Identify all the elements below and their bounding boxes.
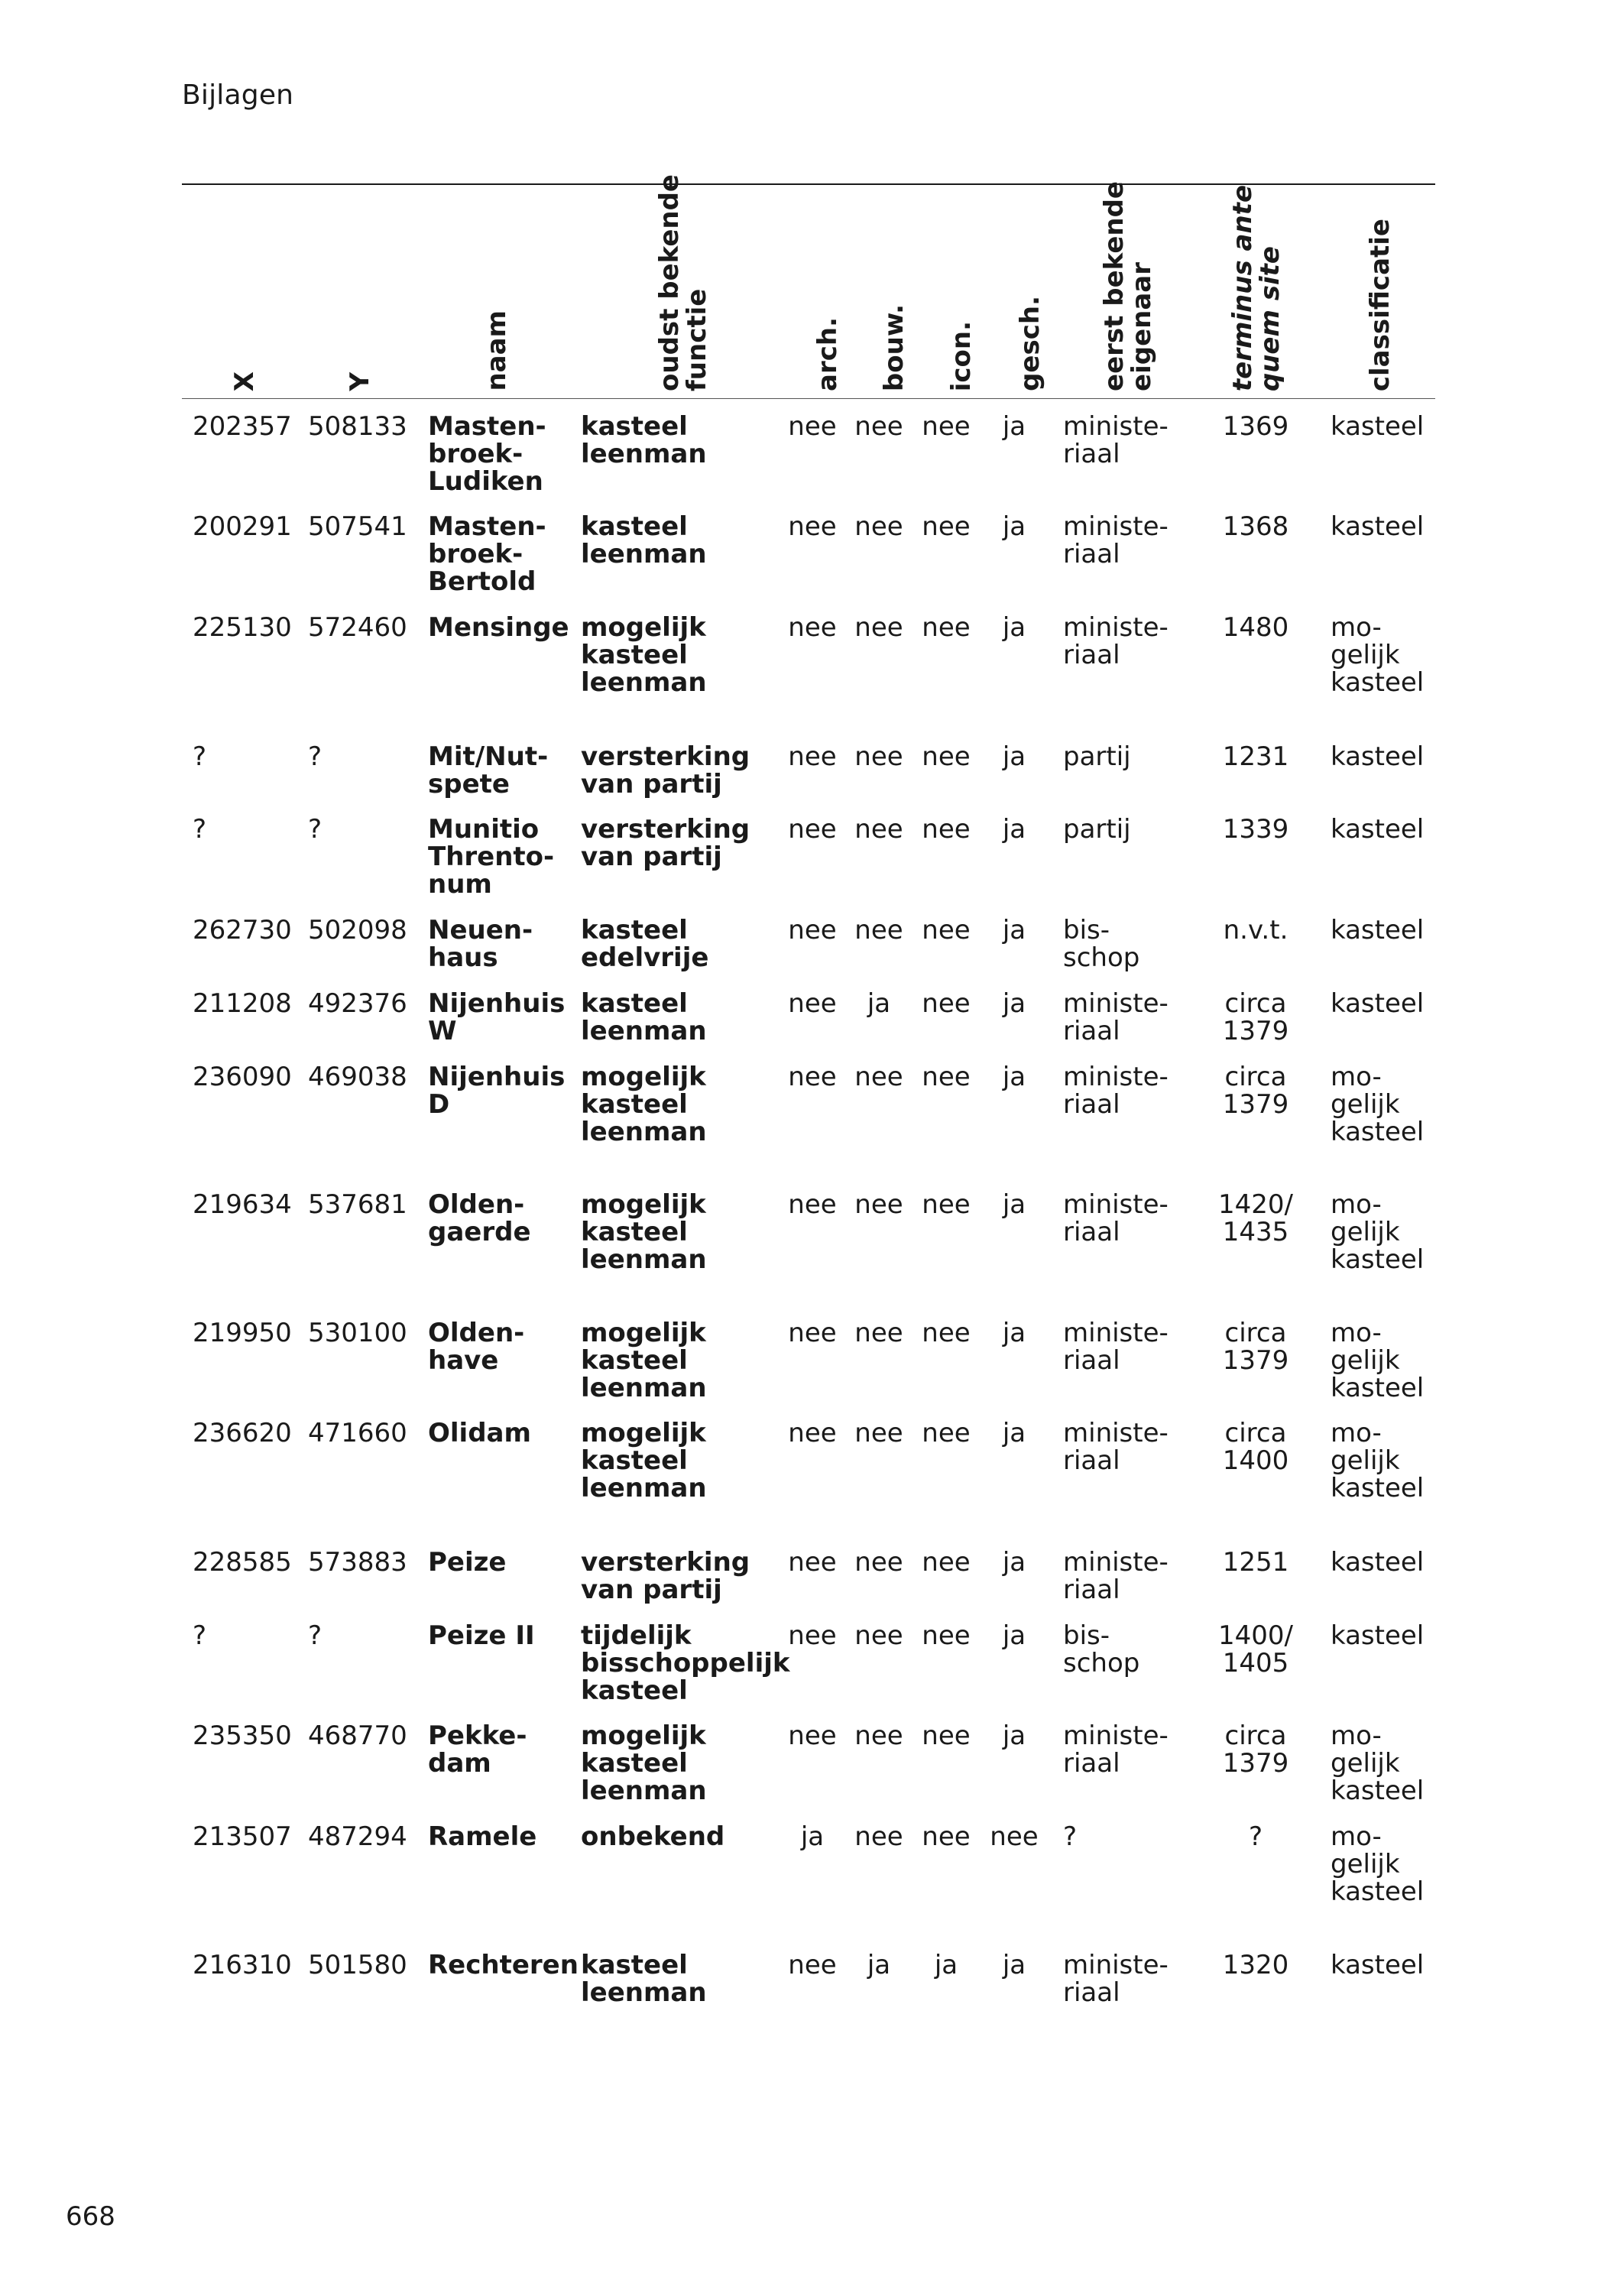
col-header-terminus: terminus ante quem site [1227, 184, 1285, 391]
col-header-functie: oudst bekende functie [654, 174, 712, 391]
cell-x: 228585 [193, 1547, 292, 1578]
cell-functie: mogelijk kasteel leenman [581, 1318, 707, 1403]
cell-functie: kasteel leenman [581, 511, 707, 569]
cell-terminus: circa 1379 [1222, 988, 1289, 1046]
cell-terminus: 1251 [1222, 1547, 1289, 1578]
cell-classificatie: kasteel [1331, 1620, 1425, 1651]
cell-bouw: nee [854, 1821, 903, 1852]
cell-arch: nee [788, 511, 837, 542]
cell-eigenaar: ministe- riaal [1063, 612, 1169, 670]
table-row [182, 816, 1435, 907]
cell-gesch: nee [990, 1821, 1039, 1852]
cell-terminus: circa 1400 [1222, 1418, 1289, 1476]
cell-naam: Neuen- haus [428, 915, 533, 973]
cell-y: 487294 [308, 1821, 407, 1852]
cell-arch: nee [788, 612, 837, 643]
cell-terminus: circa 1379 [1222, 1062, 1289, 1120]
cell-terminus: n.v.t. [1223, 915, 1289, 945]
cell-classificatie: mo- gelijk kasteel [1331, 612, 1425, 698]
cell-naam: Nijenhuis W [428, 988, 566, 1046]
cell-classificatie: mo- gelijk kasteel [1331, 1062, 1425, 1147]
cell-x: 262730 [193, 915, 292, 945]
cell-bouw: nee [854, 511, 903, 542]
cell-bouw: nee [854, 814, 903, 845]
cell-arch: nee [788, 1950, 837, 1980]
cell-x: 236620 [193, 1418, 292, 1448]
cell-gesch: ja [1002, 1547, 1026, 1578]
cell-gesch: ja [1002, 1318, 1026, 1348]
cell-arch: nee [788, 1318, 837, 1348]
cell-classificatie: kasteel [1331, 411, 1425, 442]
cell-x: 235350 [193, 1721, 292, 1751]
cell-y: 573883 [308, 1547, 407, 1578]
cell-naam: Mit/Nut- spete [428, 741, 549, 799]
cell-naam: Olidam [428, 1418, 531, 1448]
cell-y: 508133 [308, 411, 407, 442]
col-header-x: X [229, 371, 260, 391]
cell-gesch: ja [1002, 1620, 1026, 1651]
cell-terminus: 1480 [1222, 612, 1289, 643]
cell-naam: Pekke- dam [428, 1721, 527, 1779]
cell-eigenaar: ministe- riaal [1063, 511, 1169, 569]
cell-y: 502098 [308, 915, 407, 945]
cell-icon: nee [922, 741, 971, 772]
cell-icon: nee [922, 988, 971, 1019]
cell-bouw: nee [854, 1721, 903, 1751]
cell-icon: nee [922, 915, 971, 945]
cell-eigenaar: ministe- riaal [1063, 1950, 1169, 2008]
cell-y: ? [308, 814, 323, 845]
cell-classificatie: kasteel [1331, 741, 1425, 772]
cell-arch: nee [788, 741, 837, 772]
cell-eigenaar: ministe- riaal [1063, 1062, 1169, 1120]
cell-gesch: ja [1002, 411, 1026, 442]
cell-terminus: 1231 [1222, 741, 1289, 772]
cell-x: ? [193, 814, 207, 845]
cell-functie: mogelijk kasteel leenman [581, 1418, 707, 1503]
cell-gesch: ja [1002, 511, 1026, 542]
cell-functie: versterking van partij [581, 814, 750, 872]
cell-bouw: nee [854, 612, 903, 643]
cell-naam: Munitio Thrento- num [428, 814, 555, 900]
cell-eigenaar: ministe- riaal [1063, 1318, 1169, 1376]
table-row [182, 614, 1435, 705]
cell-functie: kasteel edelvrije [581, 915, 709, 973]
running-head: Bijlagen [182, 79, 294, 111]
cell-bouw: nee [854, 1547, 903, 1578]
cell-y: 530100 [308, 1318, 407, 1348]
col-header-eigenaar: eerst bekende eigenaar [1099, 181, 1157, 391]
cell-naam: Mensinge [428, 612, 569, 643]
cell-functie: onbekend [581, 1821, 725, 1852]
cell-classificatie: mo- gelijk kasteel [1331, 1821, 1425, 1907]
table-row [182, 1951, 1435, 2043]
cell-gesch: ja [1002, 1950, 1026, 1980]
table-row [182, 513, 1435, 605]
cell-y: 501580 [308, 1950, 407, 1980]
cell-icon: nee [922, 1620, 971, 1651]
cell-y: 537681 [308, 1189, 407, 1220]
cell-bouw: nee [854, 411, 903, 442]
cell-gesch: ja [1002, 1189, 1026, 1220]
cell-arch: nee [788, 411, 837, 442]
cell-y: ? [308, 741, 323, 772]
col-header-y: Y [345, 372, 375, 391]
cell-x: 200291 [193, 511, 292, 542]
cell-classificatie: kasteel [1331, 1547, 1425, 1578]
cell-icon: nee [922, 1189, 971, 1220]
cell-x: 216310 [193, 1950, 292, 1980]
table-row [182, 1419, 1435, 1511]
cell-arch: nee [788, 1620, 837, 1651]
cell-x: 213507 [193, 1821, 292, 1852]
cell-functie: kasteel leenman [581, 1950, 707, 2008]
table-row [182, 1622, 1435, 1714]
cell-bouw: nee [854, 741, 903, 772]
cell-naam: Ramele [428, 1821, 537, 1852]
header-rule [182, 398, 1435, 399]
table-row [182, 1191, 1435, 1283]
cell-icon: nee [922, 1418, 971, 1448]
cell-terminus: 1400/ 1405 [1218, 1620, 1293, 1678]
cell-gesch: ja [1002, 988, 1026, 1019]
cell-functie: tijdelijk bisschoppelijk kasteel [581, 1620, 790, 1706]
cell-terminus: 1368 [1222, 511, 1289, 542]
table-row [182, 1722, 1435, 1814]
cell-arch: nee [788, 988, 837, 1019]
cell-terminus: 1420/ 1435 [1218, 1189, 1293, 1247]
cell-icon: nee [922, 1821, 971, 1852]
cell-icon: nee [922, 612, 971, 643]
col-header-icon: icon. [946, 320, 977, 391]
cell-y: 468770 [308, 1721, 407, 1751]
cell-naam: Rechteren [428, 1950, 579, 1980]
cell-y: 572460 [308, 612, 407, 643]
cell-naam: Masten- broek- Ludiken [428, 411, 546, 497]
cell-x: 211208 [193, 988, 292, 1019]
cell-x: 219950 [193, 1318, 292, 1348]
cell-x: ? [193, 741, 207, 772]
cell-naam: Olden- have [428, 1318, 525, 1376]
cell-arch: nee [788, 1062, 837, 1092]
cell-terminus: circa 1379 [1222, 1318, 1289, 1376]
cell-terminus: 1339 [1222, 814, 1289, 845]
cell-classificatie: kasteel [1331, 988, 1425, 1019]
cell-eigenaar: ? [1063, 1821, 1078, 1852]
cell-eigenaar: partij [1063, 814, 1131, 845]
cell-arch: nee [788, 1418, 837, 1448]
cell-eigenaar: ministe- riaal [1063, 1189, 1169, 1247]
table-row [182, 1063, 1435, 1155]
cell-arch: nee [788, 915, 837, 945]
cell-icon: nee [922, 814, 971, 845]
col-header-naam: naam [481, 310, 512, 391]
cell-bouw: nee [854, 1062, 903, 1092]
cell-naam: Olden- gaerde [428, 1189, 531, 1247]
cell-arch: nee [788, 1721, 837, 1751]
cell-icon: nee [922, 511, 971, 542]
cell-icon: nee [922, 411, 971, 442]
cell-bouw: nee [854, 915, 903, 945]
cell-functie: versterking van partij [581, 1547, 750, 1605]
cell-naam: Peize [428, 1547, 507, 1578]
cell-x: ? [193, 1620, 207, 1651]
page-number: 668 [66, 2201, 115, 2232]
cell-eigenaar: ministe- riaal [1063, 1418, 1169, 1476]
cell-functie: mogelijk kasteel leenman [581, 612, 707, 698]
cell-eigenaar: ministe- riaal [1063, 411, 1169, 469]
table-row [182, 413, 1435, 504]
cell-naam: Masten- broek- Bertold [428, 511, 546, 597]
cell-gesch: ja [1002, 1418, 1026, 1448]
cell-arch: nee [788, 1189, 837, 1220]
cell-bouw: ja [867, 1950, 891, 1980]
cell-y: 469038 [308, 1062, 407, 1092]
cell-bouw: nee [854, 1189, 903, 1220]
cell-eigenaar: ministe- riaal [1063, 988, 1169, 1046]
cell-classificatie: kasteel [1331, 915, 1425, 945]
col-header-classificatie: classificatie [1365, 218, 1395, 391]
cell-terminus: ? [1248, 1821, 1263, 1852]
cell-x: 225130 [193, 612, 292, 643]
col-header-arch: arch. [812, 317, 843, 391]
cell-gesch: ja [1002, 814, 1026, 845]
cell-naam: Nijenhuis D [428, 1062, 566, 1120]
cell-arch: nee [788, 814, 837, 845]
cell-gesch: ja [1002, 1721, 1026, 1751]
cell-icon: nee [922, 1318, 971, 1348]
cell-eigenaar: bis- schop [1063, 915, 1140, 973]
cell-classificatie: kasteel [1331, 1950, 1425, 1980]
cell-terminus: 1320 [1222, 1950, 1289, 1980]
cell-icon: nee [922, 1721, 971, 1751]
cell-functie: mogelijk kasteel leenman [581, 1721, 707, 1806]
cell-eigenaar: partij [1063, 741, 1131, 772]
cell-terminus: circa 1379 [1222, 1721, 1289, 1779]
cell-functie: mogelijk kasteel leenman [581, 1062, 707, 1147]
cell-x: 202357 [193, 411, 292, 442]
cell-terminus: 1369 [1222, 411, 1289, 442]
cell-eigenaar: ministe- riaal [1063, 1547, 1169, 1605]
cell-arch: ja [800, 1821, 825, 1852]
cell-y: 471660 [308, 1418, 407, 1448]
cell-classificatie: mo- gelijk kasteel [1331, 1318, 1425, 1403]
cell-functie: kasteel leenman [581, 411, 707, 469]
cell-y: 492376 [308, 988, 407, 1019]
cell-gesch: ja [1002, 1062, 1026, 1092]
cell-naam: Peize II [428, 1620, 535, 1651]
cell-bouw: nee [854, 1620, 903, 1651]
cell-functie: kasteel leenman [581, 988, 707, 1046]
cell-gesch: ja [1002, 741, 1026, 772]
cell-bouw: nee [854, 1418, 903, 1448]
cell-y: 507541 [308, 511, 407, 542]
col-header-gesch: gesch. [1015, 296, 1045, 391]
cell-bouw: nee [854, 1318, 903, 1348]
cell-classificatie: kasteel [1331, 814, 1425, 845]
cell-classificatie: mo- gelijk kasteel [1331, 1418, 1425, 1503]
table-row [182, 1823, 1435, 1915]
cell-functie: versterking van partij [581, 741, 750, 799]
cell-functie: mogelijk kasteel leenman [581, 1189, 707, 1275]
cell-x: 219634 [193, 1189, 292, 1220]
table-row [182, 1319, 1435, 1411]
cell-bouw: ja [867, 988, 891, 1019]
cell-y: ? [308, 1620, 323, 1651]
cell-arch: nee [788, 1547, 837, 1578]
cell-gesch: ja [1002, 915, 1026, 945]
cell-eigenaar: ministe- riaal [1063, 1721, 1169, 1779]
cell-x: 236090 [193, 1062, 292, 1092]
cell-classificatie: mo- gelijk kasteel [1331, 1189, 1425, 1275]
cell-classificatie: kasteel [1331, 511, 1425, 542]
cell-eigenaar: bis- schop [1063, 1620, 1140, 1678]
cell-classificatie: mo- gelijk kasteel [1331, 1721, 1425, 1806]
cell-icon: nee [922, 1547, 971, 1578]
col-header-bouw: bouw. [879, 303, 909, 391]
cell-gesch: ja [1002, 612, 1026, 643]
cell-icon: ja [934, 1950, 958, 1980]
cell-icon: nee [922, 1062, 971, 1092]
